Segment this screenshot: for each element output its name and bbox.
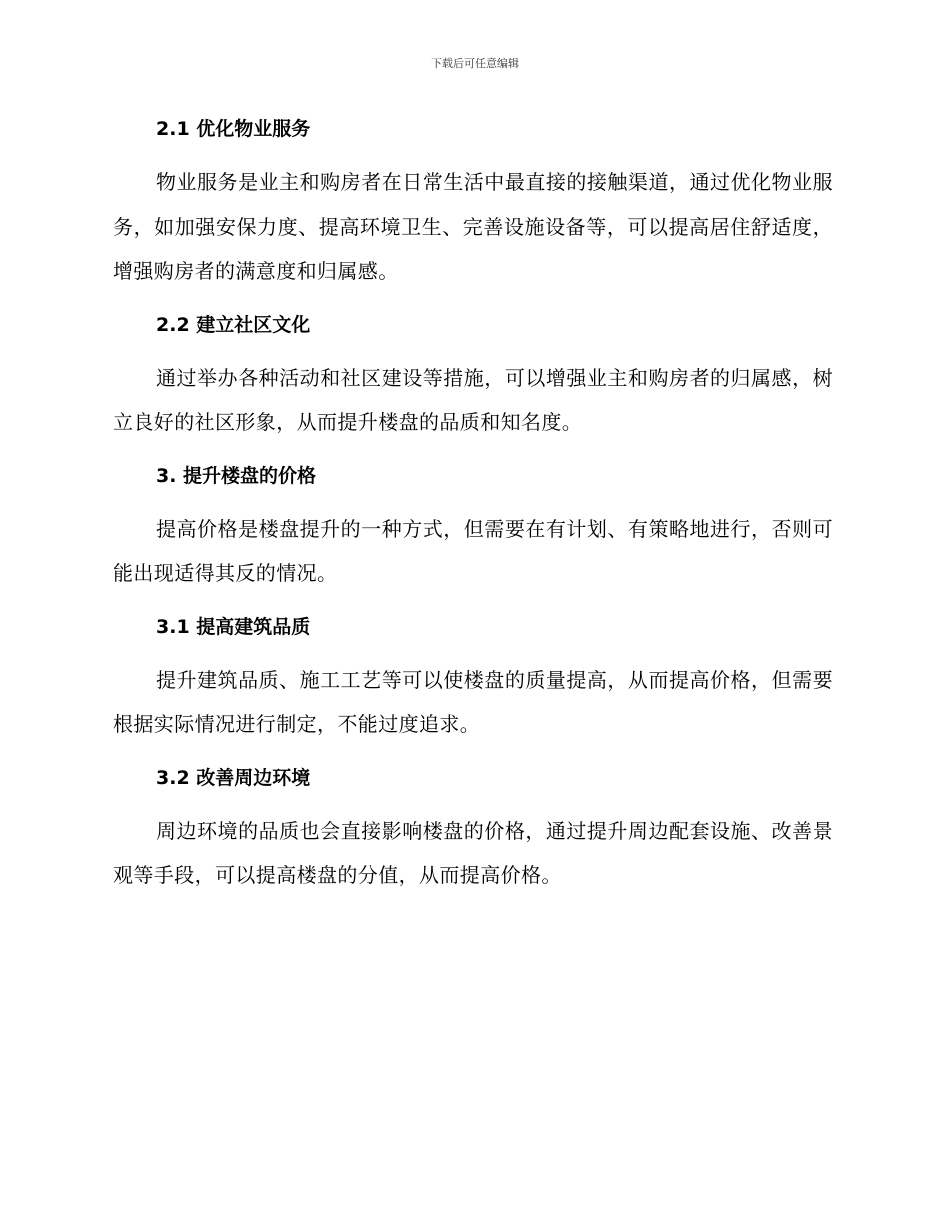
section xyxy=(113,108,833,294)
section xyxy=(113,606,833,747)
section xyxy=(113,455,833,596)
section-paragraph: 通过举办各种活动和社区建设等措施，可以增强业主和购房者的归属感，树立良好的社区形象，从而提升楼盘的品质和知名度。 xyxy=(113,365,833,434)
section-heading: 3. 提升楼盘的价格 xyxy=(156,464,317,487)
header-note: 下载后可任意编辑 xyxy=(431,57,519,70)
section-heading: 2.1 优化物业服务 xyxy=(156,118,311,140)
section-paragraph: 提高价格是楼盘提升的一种方式，但需要在有计划、有策略地进行，否则可能出现适得其反的情况。 xyxy=(113,516,833,585)
section xyxy=(113,757,833,898)
section-heading: 3.1 提高建筑品质 xyxy=(156,615,311,638)
document-body xyxy=(113,108,833,908)
section xyxy=(113,304,833,445)
section-heading: 3.2 改善周边环境 xyxy=(156,766,311,789)
section-paragraph: 周边环境的品质也会直接影响楼盘的价格，通过提升周边配套设施、改善景观等手段，可以提高楼盘的分值，从而提高价格。 xyxy=(113,818,833,887)
section-paragraph: 物业服务是业主和购房者在日常生活中最直接的接触渠道，通过优化物业服务，如加强安保力度、提高环境卫生、完善设施设备等，可以提高居住舒适度，增强购房者的满意度和归属感。 xyxy=(113,170,833,283)
section-heading: 2.2 建立社区文化 xyxy=(156,313,311,336)
section-paragraph: 提升建筑品质、施工工艺等可以使楼盘的质量提高，从而提高价格，但需要根据实际情况进行制定，不能过度追求。 xyxy=(113,667,833,736)
